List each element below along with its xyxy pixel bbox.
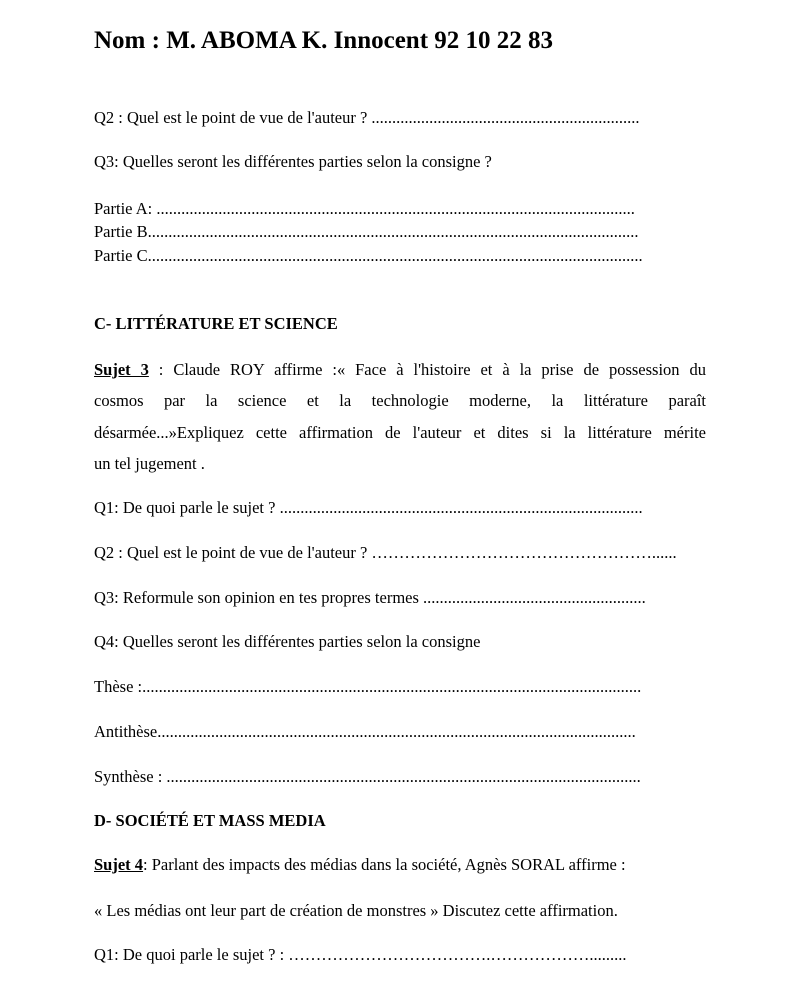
part-b-line: Partie B.......................................................................................................................: [94, 222, 639, 241]
question-q4-c: Q4: Quelles seront les différentes parties selon la consigne: [94, 632, 481, 651]
question-q3-prev: Q3: Quelles seront les différentes parties selon la consigne ?: [94, 152, 492, 171]
synthese-line: Synthèse : ...................................................................................................................: [94, 767, 641, 786]
subject-3-line-4: un tel jugement .: [94, 454, 205, 473]
question-q2-c: Q2 : Quel est le point de vue de l'auteur ? ……………………………………………......: [94, 543, 677, 562]
page-title: Nom : M. ABOMA K. Innocent 92 10 22 83: [94, 27, 554, 54]
question-q1-d: Q1: De quoi parle le sujet ? : ……………………………….……………….........: [94, 945, 627, 964]
section-c-heading: C- LITTÉRATURE ET SCIENCE: [94, 314, 338, 333]
subject-3-label: Sujet 3: [94, 360, 149, 379]
question-q2-prev: Q2 : Quel est le point de vue de l'auteur ? .................................................................: [94, 108, 640, 127]
section-d-heading: D- SOCIÉTÉ ET MASS MEDIA: [94, 811, 326, 830]
subject-3-line-2: cosmos par la science et la technologie moderne, la littérature paraît: [94, 391, 706, 410]
subject-3-line-1: [94, 360, 706, 380]
part-c-line: Partie C........................................................................................................................: [94, 246, 643, 265]
subject-4-line-1: [94, 855, 626, 875]
question-q1-c: Q1: De quoi parle le sujet ? ........................................................................................: [94, 498, 643, 517]
antithese-line: Antithèse....................................................................................................................: [94, 722, 636, 741]
subject-4-text-1: : Parlant des impacts des médias dans la société, Agnès SORAL affirme :: [143, 855, 626, 874]
subject-4-label: Sujet 4: [94, 855, 144, 874]
subject-3-line-3: désarmée...»Expliquez cette affirmation de l'auteur et dites si la littérature mérite: [94, 423, 706, 442]
subject-4-line-2: « Les médias ont leur part de création de monstres » Discutez cette affirmation.: [94, 901, 618, 920]
part-a-line: Partie A: ....................................................................................................................: [94, 199, 635, 218]
question-q3-c: Q3: Reformule son opinion en tes propres termes ......................................................: [94, 588, 646, 607]
subject-3-text-1: : Claude ROY affirme :« Face à l'histoire et à la prise de possession du: [148, 360, 706, 379]
these-line: Thèse :.........................................................................................................................: [94, 677, 642, 696]
